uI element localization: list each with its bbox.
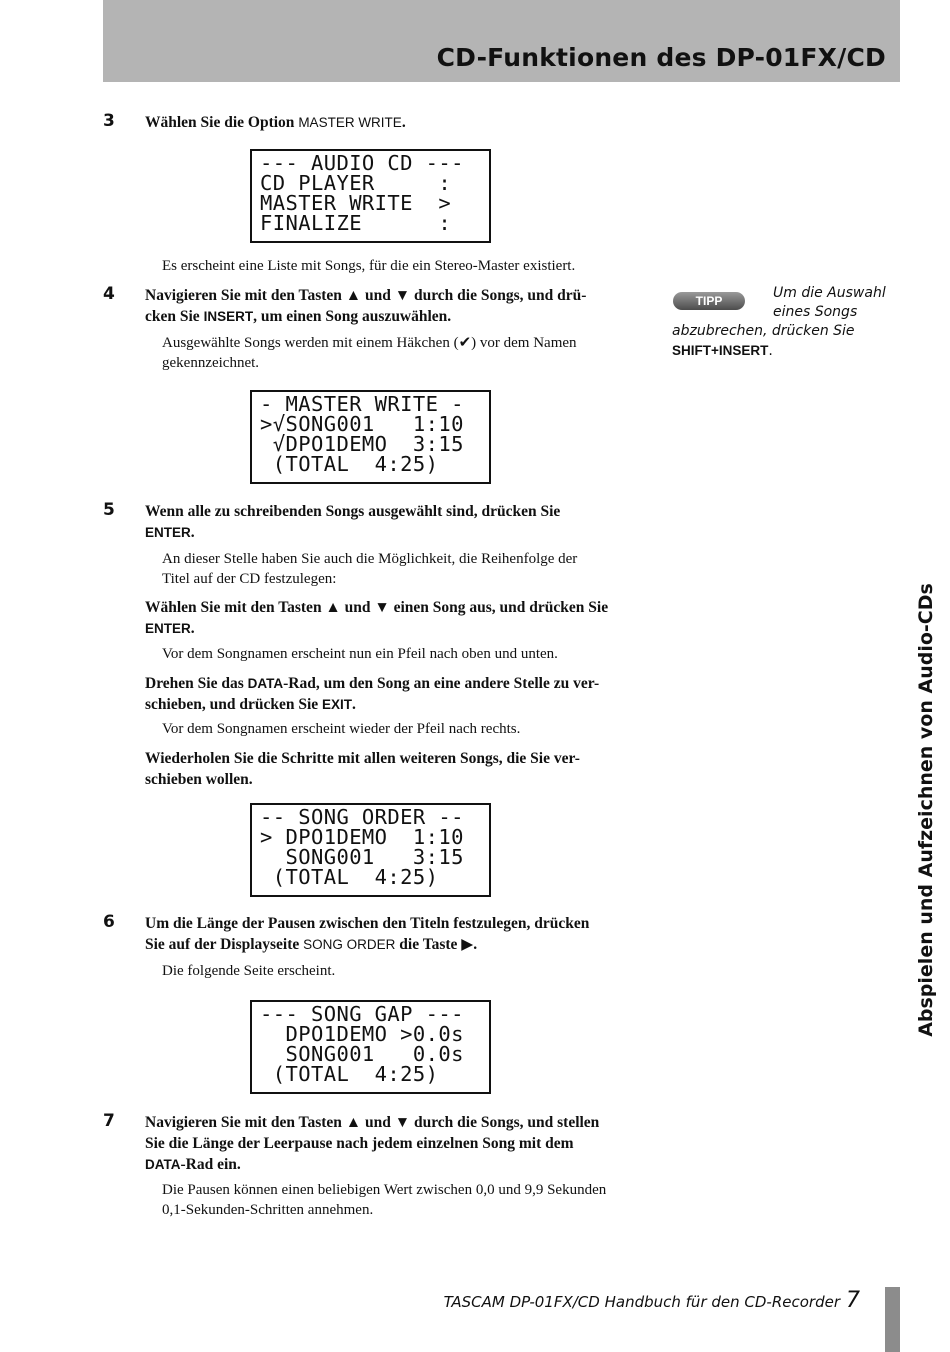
tip-text-line <box>672 341 773 361</box>
step-5-substep-3 <box>145 748 640 790</box>
lcd-line: SONG001 0.0s <box>260 1042 464 1066</box>
lcd-line: SONG001 3:15 <box>260 845 464 869</box>
key-name: DATA <box>247 676 284 691</box>
footer-bar <box>885 1287 900 1352</box>
step-4-instruction <box>145 285 640 327</box>
lcd-line: -- SONG ORDER -- <box>260 805 464 829</box>
key-name: SHIFT+INSERT <box>672 343 769 358</box>
tip-text-line: eines Songs <box>773 304 858 320</box>
text-line: Navigieren Sie mit den Tasten ▲ und ▼ durch die Songs, und drü- <box>145 287 587 304</box>
lcd-line: (TOTAL 4:25) <box>260 1062 439 1086</box>
page-footer <box>444 1288 860 1313</box>
text-line: Navigieren Sie mit den Tasten ▲ und ▼ durch die Songs, und stellen <box>145 1114 600 1131</box>
key-name: EXIT <box>322 697 353 712</box>
tip-text-line: abzubrechen, drücken Sie <box>672 323 855 339</box>
lcd-line: (TOTAL 4:25) <box>260 865 439 889</box>
step-5-instruction <box>145 501 640 543</box>
text-line: Die Pausen können einen beliebigen Wert zwischen 0,0 und 9,9 Sekunden <box>162 1182 607 1198</box>
lcd-line: √DPO1DEMO 3:15 <box>260 432 464 456</box>
page-title: CD-Funktionen des DP-01FX/CD <box>436 43 886 72</box>
text: . <box>190 620 195 637</box>
text-line: Wiederholen Sie die Schritte mit allen weiteren Songs, die Sie ver- <box>145 750 580 767</box>
lcd-line: FINALIZE : <box>260 211 452 235</box>
lcd-line: CD PLAYER : <box>260 171 452 195</box>
step-5-substep-1-body: Vor dem Songnamen erscheint nun ein Pfeil nach oben und unten. <box>162 646 558 662</box>
lcd-line: >√SONG001 1:10 <box>260 412 464 436</box>
text-line <box>145 306 640 327</box>
lcd-master-write <box>250 390 491 484</box>
text-line: Titel auf der CD festzulegen: <box>162 571 337 587</box>
text-line <box>145 522 640 543</box>
step-4-body <box>162 333 640 373</box>
step-3-instruction <box>145 112 640 133</box>
lcd-line: MASTER WRITE > <box>260 191 452 215</box>
step-number-3: 3 <box>103 111 115 131</box>
text: die Taste ▶. <box>395 936 478 953</box>
text-line: Wenn alle zu schreibenden Songs ausgewählt sind, drücken Sie <box>145 503 561 520</box>
lcd-audio-cd <box>250 149 491 243</box>
text-line: 0,1-Sekunden-Schritten annehmen. <box>162 1202 374 1218</box>
step-number-4: 4 <box>103 284 115 304</box>
text: , um einen Song auszuwählen. <box>253 308 452 325</box>
text: . <box>768 343 773 359</box>
key-name: ENTER <box>145 525 191 540</box>
text: Wählen Sie die Option <box>145 114 299 131</box>
text: -Rad ein. <box>180 1156 241 1173</box>
lcd-line: DPO1DEMO >0.0s <box>260 1022 464 1046</box>
text: Drehen Sie das <box>145 675 248 692</box>
text: schieben, und drücken Sie <box>145 696 323 713</box>
text-line <box>145 1154 640 1175</box>
step-5-substep-2-body: Vor dem Songnamen erscheint wieder der Pfeil nach rechts. <box>162 721 521 737</box>
step-6-instruction <box>145 913 640 955</box>
text-line <box>145 934 640 955</box>
tip-text-line: Um die Auswahl <box>773 285 886 301</box>
text: Sie auf der Displayseite <box>145 936 304 953</box>
lcd-line: (TOTAL 4:25) <box>260 452 439 476</box>
key-name: ENTER <box>145 621 191 636</box>
lcd-line: --- AUDIO CD --- <box>260 151 464 175</box>
step-7-body <box>162 1180 640 1220</box>
step-number-6: 6 <box>103 912 115 932</box>
step-7-instruction <box>145 1112 640 1175</box>
step-6-body: Die folgende Seite erscheint. <box>162 963 336 979</box>
text-line: Ausgewählte Songs werden mit einem Häkchen (✔) vor dem Namen <box>162 335 577 351</box>
footer-text: TASCAM DP-01FX/CD Handbuch für den CD-Recorder <box>443 1293 840 1311</box>
text: -Rad, um den Song an eine andere Stelle zu ver- <box>283 675 600 692</box>
lcd-song-gap <box>250 1000 491 1094</box>
step-number-5: 5 <box>103 500 115 520</box>
text-line: schieben wollen. <box>145 771 253 788</box>
text: cken Sie <box>145 308 204 325</box>
text: . <box>352 696 356 713</box>
key-name: INSERT <box>203 309 254 324</box>
step-number-7: 7 <box>103 1111 115 1131</box>
lcd-song-order <box>250 803 491 897</box>
lcd-line: > DPO1DEMO 1:10 <box>260 825 464 849</box>
page-name: SONG ORDER <box>303 937 396 952</box>
text-line <box>145 618 640 639</box>
page-number: 7 <box>846 1288 860 1313</box>
text-line: Sie die Länge der Leerpause nach jedem einzelnen Song mit dem <box>145 1135 574 1152</box>
step-5-substep-1 <box>145 597 640 639</box>
key-name: DATA <box>145 1157 181 1172</box>
text-line <box>145 673 640 694</box>
tip-badge: TIPP <box>673 292 745 310</box>
page-header <box>103 0 900 82</box>
text-line: gekennzeichnet. <box>162 355 260 371</box>
option-name: MASTER WRITE <box>298 115 402 130</box>
text: . <box>190 524 195 541</box>
step-3-body: Es erscheint eine Liste mit Songs, für die ein Stereo-Master existiert. <box>162 258 576 274</box>
text-line: An dieser Stelle haben Sie auch die Möglichkeit, die Reihenfolge der <box>162 551 578 567</box>
text-line: Wählen Sie mit den Tasten ▲ und ▼ einen Song aus, und drücken Sie <box>145 599 609 616</box>
section-side-title: Abspielen und Aufzeichnen von Audio-CDs <box>915 583 937 1037</box>
lcd-line: --- SONG GAP --- <box>260 1002 464 1026</box>
text-line: Um die Länge der Pausen zwischen den Titeln festzulegen, drücken <box>145 915 590 932</box>
lcd-line: - MASTER WRITE - <box>260 392 464 416</box>
step-5-body <box>162 549 640 589</box>
step-5-substep-2 <box>145 673 640 715</box>
text: . <box>401 114 406 131</box>
text-line <box>145 694 640 715</box>
